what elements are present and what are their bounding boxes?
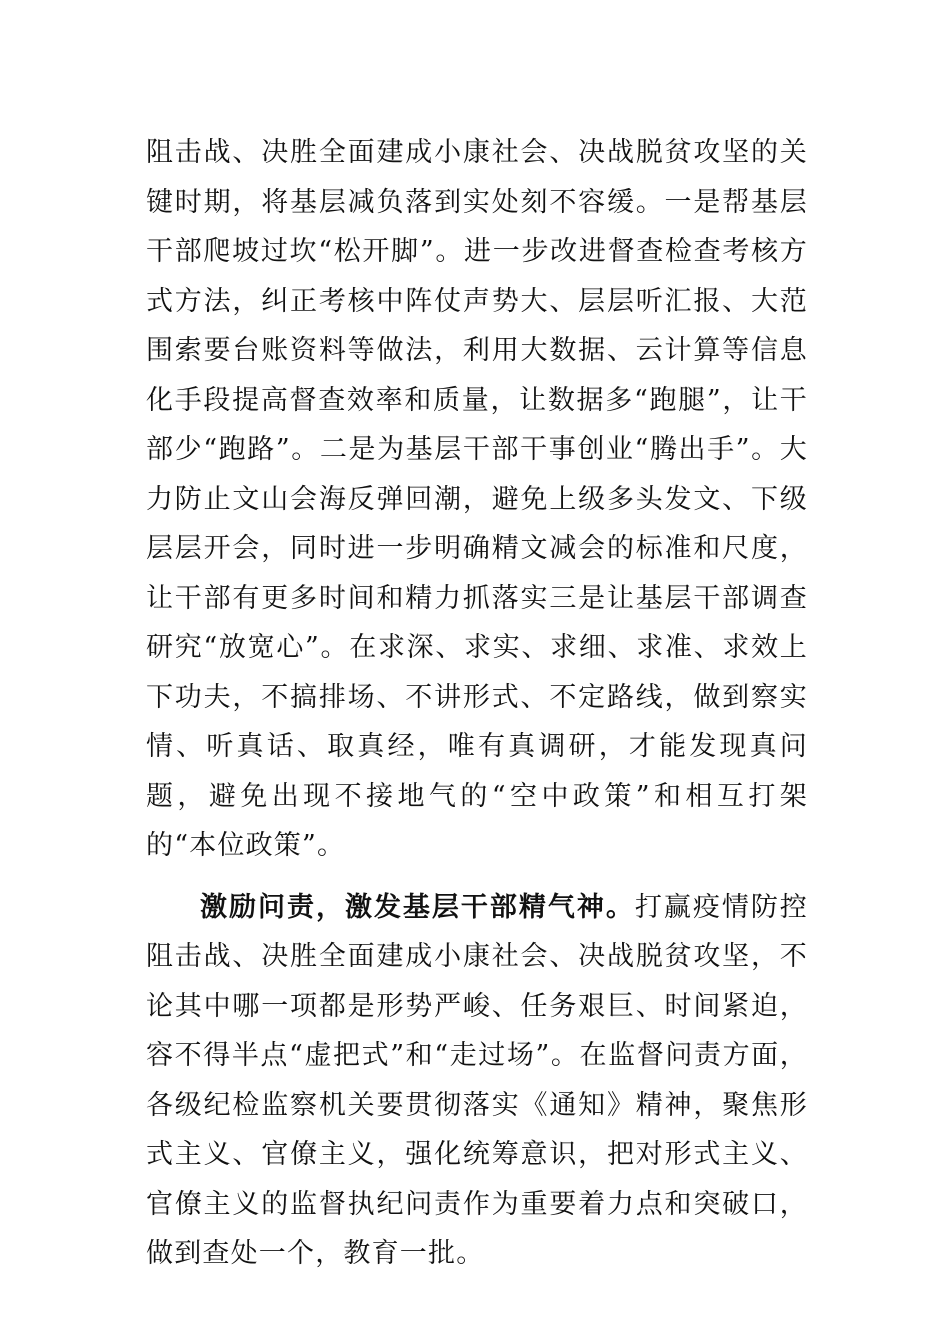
paragraph-incentive-accountability	[146, 883, 808, 1279]
document-body	[146, 128, 808, 1279]
paragraph-text: 打赢疫情防控阻击战、决胜全面建成小康社会、决战脱贫攻坚，不论其中哪一项都是形势严峻、任务艰巨、时间紧迫，容不得半点“虚把式”和“走过场”。在监督问责方面，各级纪检监察机关要贯彻落实《通知》精神，聚焦形式主义、官僚主义，强化统筹意识，把对形式主义、官僚主义的监督执纪问责作为重要着力点和突破口，做到查处一个，教育一批。	[146, 891, 809, 1269]
paragraph-continued	[146, 128, 808, 871]
paragraph-lead-heading: 激励问责，激发基层干部精气神。	[200, 891, 635, 923]
paragraph-text: 阻击战、决胜全面建成小康社会、决战脱贫攻坚的关键时期，将基层减负落到实处刻不容缓。一是帮基层干部爬坡过坎“松开脚”。进一步改进督查检查考核方式方法，纠正考核中阵仗声势大、层层听汇报、大范围索要台账资料等做法，利用大数据、云计算等信息化手段提高督查效率和质量，让数据多“跑腿”，让干部少“跑路”。二是为基层干部干事创业“腾出手”。大力防止文山会海反弹回潮，避免上级多头发文、下级层层开会，同时进一步明确精文减会的标准和尺度，让干部有更多时间和精力抓落实三是让基层干部调查研究“放宽心”。在求深、求实、求细、求准、求效上下功夫，不搞排场、不讲形式、不定路线，做到察实情、听真话、取真经，唯有真调研，才能发现真问题，避免出现不接地气的“空中政策”和相互打架的“本位政策”。	[146, 137, 808, 861]
